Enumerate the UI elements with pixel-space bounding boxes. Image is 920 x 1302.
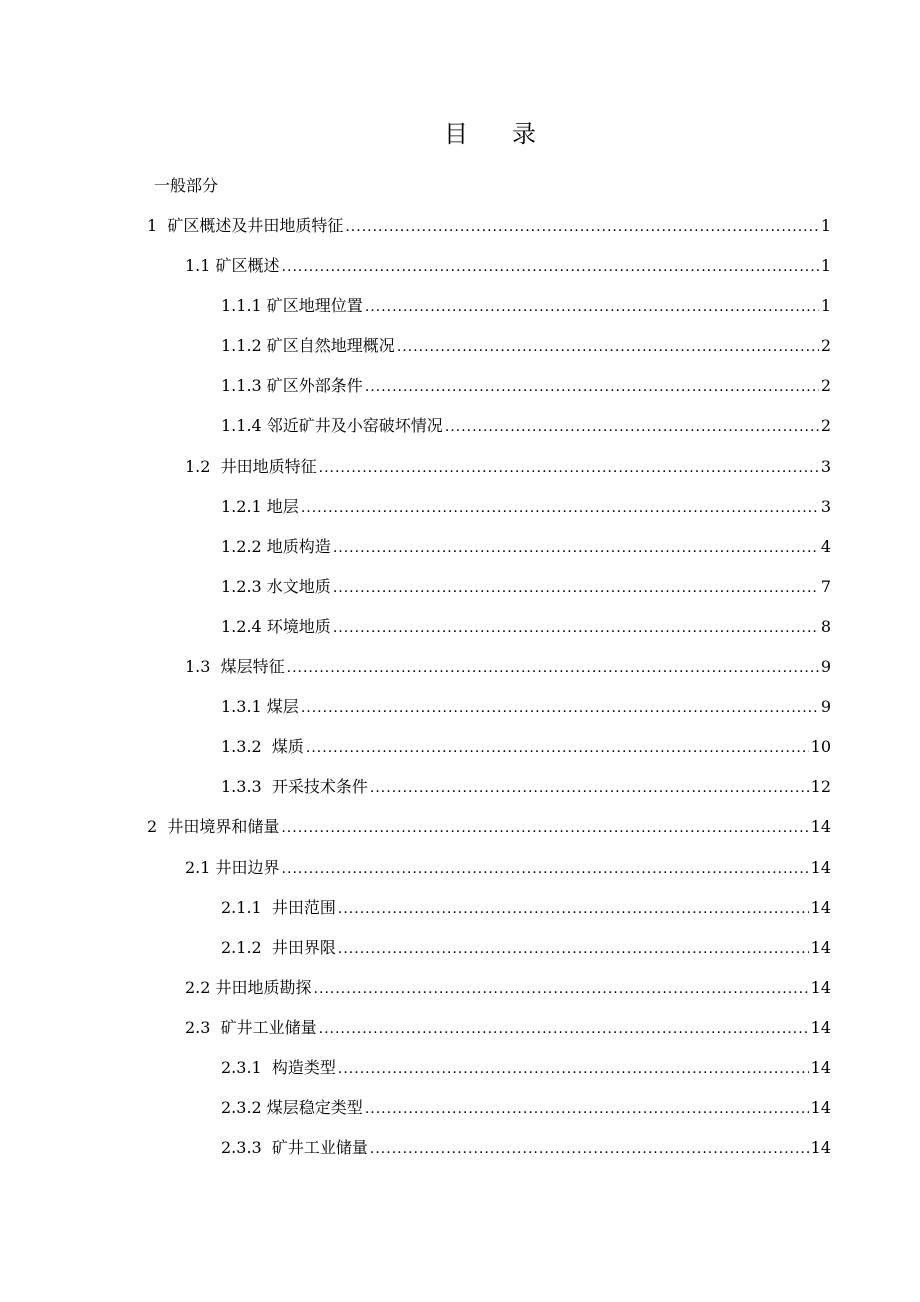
toc-entry[interactable] [0, 856, 920, 896]
toc-entry-page-number: 14 [810, 937, 831, 957]
toc-entry-page-number: 4 [820, 536, 831, 556]
toc-entry-page-number: 14 [810, 897, 831, 917]
toc-entry-label: 2.1.1 井田范围 [221, 897, 336, 917]
toc-entry-label: 1.1.1 矿区地理位置 [221, 296, 363, 316]
toc-entry[interactable] [0, 775, 920, 815]
toc-entry[interactable] [0, 254, 920, 294]
toc-entry-page-number: 10 [810, 737, 831, 757]
dot-leader [445, 415, 819, 439]
toc-entry-page-number: 14 [810, 817, 831, 837]
toc-entry-page-number: 14 [810, 1057, 831, 1077]
title-char-1: 目 [444, 120, 468, 148]
toc-entry-label: 1.1 矿区概述 [185, 256, 280, 276]
dot-leader [345, 215, 818, 239]
toc-entry-label: 2.1.2 井田界限 [221, 937, 336, 957]
dot-leader [319, 1017, 809, 1041]
dot-leader [370, 1137, 809, 1161]
toc-entry-label: 2.3.3 矿井工业储量 [221, 1138, 368, 1158]
toc-entry-page-number: 1 [820, 256, 831, 276]
toc-entry[interactable] [0, 615, 920, 655]
toc-entry-page-number: 8 [820, 616, 831, 636]
toc-entry-label: 1.2 井田地质特征 [185, 456, 317, 476]
dot-leader [281, 816, 808, 840]
toc-entry-page-number: 9 [820, 697, 831, 717]
toc-entry-label: 2 井田境界和储量 [147, 817, 280, 837]
toc-entry-label: 1.3.1 煤层 [221, 697, 299, 717]
toc-entry-label: 1.2.4 环境地质 [221, 616, 331, 636]
dot-leader [338, 937, 809, 961]
toc-entry-label: 2.3.2 煤层稳定类型 [221, 1098, 363, 1118]
toc-entry[interactable] [0, 214, 920, 254]
toc-entry-label: 1.3 煤层特征 [185, 657, 285, 677]
toc-entry-label: 1.2.1 地层 [221, 496, 299, 516]
toc-entry-page-number: 9 [820, 657, 831, 677]
toc-entry[interactable] [0, 414, 920, 454]
toc-entry-page-number: 1 [820, 216, 831, 235]
dot-leader [282, 857, 809, 881]
toc-entry-page-number: 14 [810, 1138, 831, 1158]
toc-entry[interactable] [0, 815, 920, 855]
toc-entry-page-number: 3 [820, 496, 831, 516]
dot-leader [301, 696, 819, 720]
dot-leader [333, 576, 819, 600]
toc-entry[interactable] [0, 455, 920, 495]
toc-entry-label: 2.2 井田地质勘探 [185, 977, 312, 997]
dot-leader [282, 255, 819, 279]
toc-entry-page-number: 2 [820, 376, 831, 396]
dot-leader [301, 496, 819, 520]
toc-entry[interactable] [0, 936, 920, 976]
toc-entry-label: 1.3.3 开采技术条件 [221, 777, 368, 797]
toc-entry[interactable] [0, 575, 920, 615]
toc-entry[interactable] [0, 374, 920, 414]
toc-entry-label: 1.3.2 煤质 [221, 737, 304, 757]
toc-entry-page-number: 1 [820, 296, 831, 316]
toc-entry-page-number: 3 [820, 456, 831, 476]
toc-entry-label: 2.3 矿井工业储量 [185, 1017, 317, 1037]
toc-entry[interactable] [0, 1016, 920, 1056]
dot-leader [319, 456, 819, 480]
dot-leader [287, 656, 819, 680]
toc-entry-page-number: 14 [810, 977, 831, 997]
page-title [0, 116, 920, 152]
dot-leader [314, 977, 809, 1001]
toc-entry-page-number: 2 [820, 416, 831, 436]
toc-entry-page-number: 14 [810, 857, 831, 877]
toc-entry-label: 2.3.1 构造类型 [221, 1057, 336, 1077]
toc-entry-page-number: 2 [820, 336, 831, 356]
toc-entry-page-number: 12 [810, 777, 831, 797]
toc-entry-page-number: 7 [820, 576, 831, 596]
toc-entry-label: 1.1.4 邻近矿井及小窑破坏情况 [221, 416, 443, 436]
dot-leader [397, 335, 819, 359]
toc-list [0, 214, 920, 1176]
toc-entry[interactable] [0, 735, 920, 775]
dot-leader [333, 616, 819, 640]
section-heading: 一般部分 [154, 176, 219, 195]
dot-leader [365, 1097, 809, 1121]
dot-leader [338, 897, 809, 921]
toc-entry-label: 2.1 井田边界 [185, 857, 280, 877]
dot-leader [365, 295, 819, 319]
toc-entry[interactable] [0, 535, 920, 575]
toc-entry[interactable] [0, 655, 920, 695]
toc-entry-label: 1 矿区概述及井田地质特征 [147, 216, 344, 235]
title-char-2: 录 [512, 120, 536, 148]
toc-entry-page-number: 14 [810, 1098, 831, 1118]
toc-entry[interactable] [0, 976, 920, 1016]
dot-leader [338, 1057, 809, 1081]
toc-entry-label: 1.2.2 地质构造 [221, 536, 331, 556]
toc-entry[interactable] [0, 1136, 920, 1176]
dot-leader [333, 536, 819, 560]
toc-entry-page-number: 14 [810, 1017, 831, 1037]
toc-entry[interactable] [0, 1096, 920, 1136]
toc-entry[interactable] [0, 495, 920, 535]
dot-leader [306, 736, 809, 760]
toc-entry[interactable] [0, 334, 920, 374]
toc-entry-label: 1.2.3 水文地质 [221, 576, 331, 596]
dot-leader [365, 375, 819, 399]
toc-entry-label: 1.1.2 矿区自然地理概况 [221, 336, 395, 356]
toc-entry-label: 1.1.3 矿区外部条件 [221, 376, 363, 396]
toc-entry[interactable] [0, 695, 920, 735]
toc-entry[interactable] [0, 1056, 920, 1096]
toc-entry[interactable] [0, 294, 920, 334]
dot-leader [370, 776, 809, 800]
toc-entry[interactable] [0, 896, 920, 936]
